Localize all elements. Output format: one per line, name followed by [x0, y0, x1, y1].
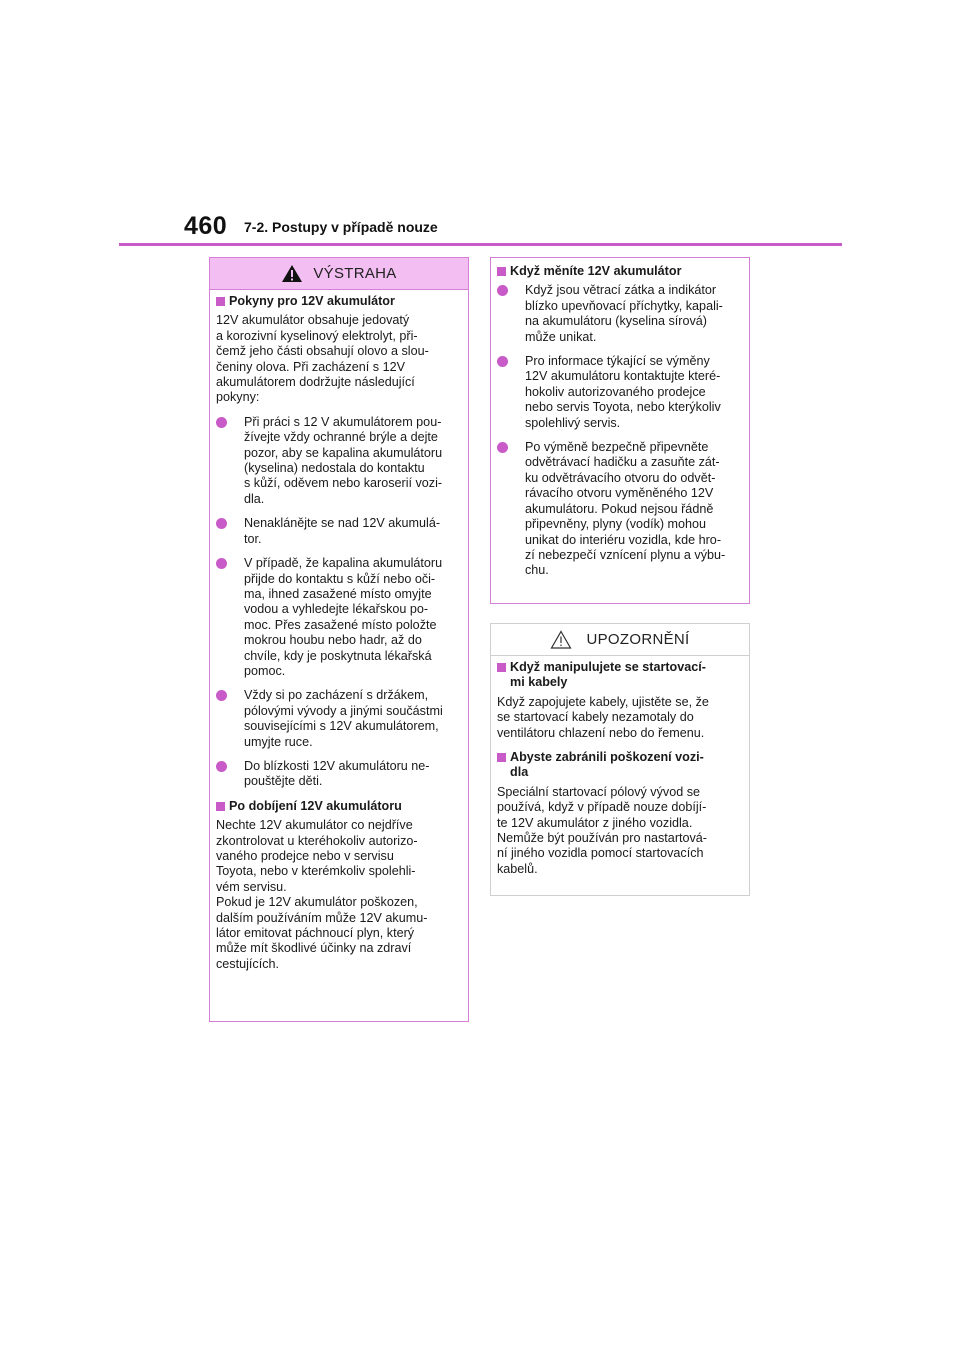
caution-box-title: UPOZORNĚNÍ [586, 631, 690, 648]
bullet-keep-children-away: Do blízkosti 12V akumulátoru ne- pouštějte děti. [216, 759, 462, 790]
battery-instructions-heading: Pokyny pro 12V akumulátor [216, 294, 462, 309]
after-charging-heading: Po dobíjení 12V akumulátoru [216, 799, 462, 814]
bullet-vent-hose: Po výměně bezpečně připevněte odvětrávací hadičku a zasuňte zát- ku odvětrávacího otvoru do odvět- rávacího otvoru vyměněného 12V akumulátoru. Pokud nejsou řádně připevněny, plyny (vodík) mohou unikat do interiéru vozidla, kde hro- zí nebezpečí vznícení plynu a výbu- chu. [497, 440, 743, 579]
bullet-leak-near-clamp: Když jsou větrací zátka a indikátor blízko upevňovací příchytky, kapali- na akumulátoru (kyselina sírová) může unikat. [497, 283, 743, 345]
prevent-damage-text: Speciální startovací pólový vývod se používá, když v případě nouze dobíjí- te 12V akumulátor z jiného vozidla. Nemůže být používán pro nastartová- ní jiného vozidla pomocí startovacích kabelů. [497, 784, 708, 876]
section-title: 7-2. Postupy v případě nouze [244, 219, 438, 235]
bullet-wash-hands: Vždy si po zacházení s držákem, pólovými vývody a jinými součástmi souvisejícími s 12V akumulátorem, umyjte ruce. [216, 688, 462, 750]
jumper-cables-text: Když zapojujete kabely, ujistěte se, že se startovací kabely nezamotaly do ventilátoru chlazení nebo do řemenu. [497, 694, 709, 740]
caution-box-content [491, 656, 749, 877]
battery-replacement-heading: Když měníte 12V akumulátor [497, 264, 743, 279]
jumper-cables-heading: Když manipulujete se startovací- mi kabely [497, 660, 743, 691]
page-number: 460 [184, 212, 228, 240]
prevent-damage-heading: Abyste zabránili poškození vozi- dla [497, 750, 743, 781]
bullet-contact-dealer: Pro informace týkající se výměny 12V akumulátoru kontaktujte které- hokoliv autorizovaného prodejce nebo servis Toyota, nebo kterýkoliv spolehlivý servis. [497, 354, 743, 431]
caution-triangle-icon [550, 630, 572, 649]
bullet-do-not-lean: Nenaklánějte se nad 12V akumulá- tor. [216, 516, 462, 547]
bullet-protective-glasses: Při práci s 12 V akumulátorem pou- žívejte vždy ochranné brýle a dejte pozor, aby se kapalina akumulátoru (kyselina) nedostala do kontaktu s kůží, oděvem nebo karoserií vozi- dla. [216, 415, 462, 507]
bullet-fluid-contact: V případě, že kapalina akumulátoru přijde do kontaktu s kůží nebo oči- ma, ihned zasažené místo omyjte vodou a vyhledejte lékařskou po- moc. Přes zasažené místo položte mokrou houbu nebo hadr, až do chvíle, kdy je poskytnuta lékařská pomoc. [216, 556, 462, 679]
warning-box [209, 257, 469, 1022]
warning-triangle-icon [281, 264, 303, 283]
warning-continued-box [490, 257, 750, 604]
header-divider [119, 243, 842, 246]
caution-box-header [491, 624, 749, 656]
after-charging-text: Nechte 12V akumulátor co nejdříve zkontrolovat u kteréhokoliv autorizo- vaného prodejce nebo v servisu Toyota, nebo v kterémkoliv spolehli- vém servisu. Pokud je 12V akumulátor poškozen, dalším používáním může 12V akumu- látor emitovat páchnoucí plyn, který může mít škodlivé účinky na zdraví cestujících. [216, 818, 428, 971]
warning-continued-content [491, 258, 749, 579]
caution-box [490, 623, 750, 896]
battery-instructions-text: 12V akumulátor obsahuje jedovatý a korozivní kyselinový elektrolyt, při- čemž jeho části obsahují olovo a slou- čeniny olova. Při zacházení s 12V akumulátorem dodržujte následující pokyny: [216, 313, 429, 405]
warning-box-header [210, 258, 468, 290]
warning-box-title: VÝSTRAHA [313, 265, 397, 282]
warning-box-content [210, 290, 468, 972]
